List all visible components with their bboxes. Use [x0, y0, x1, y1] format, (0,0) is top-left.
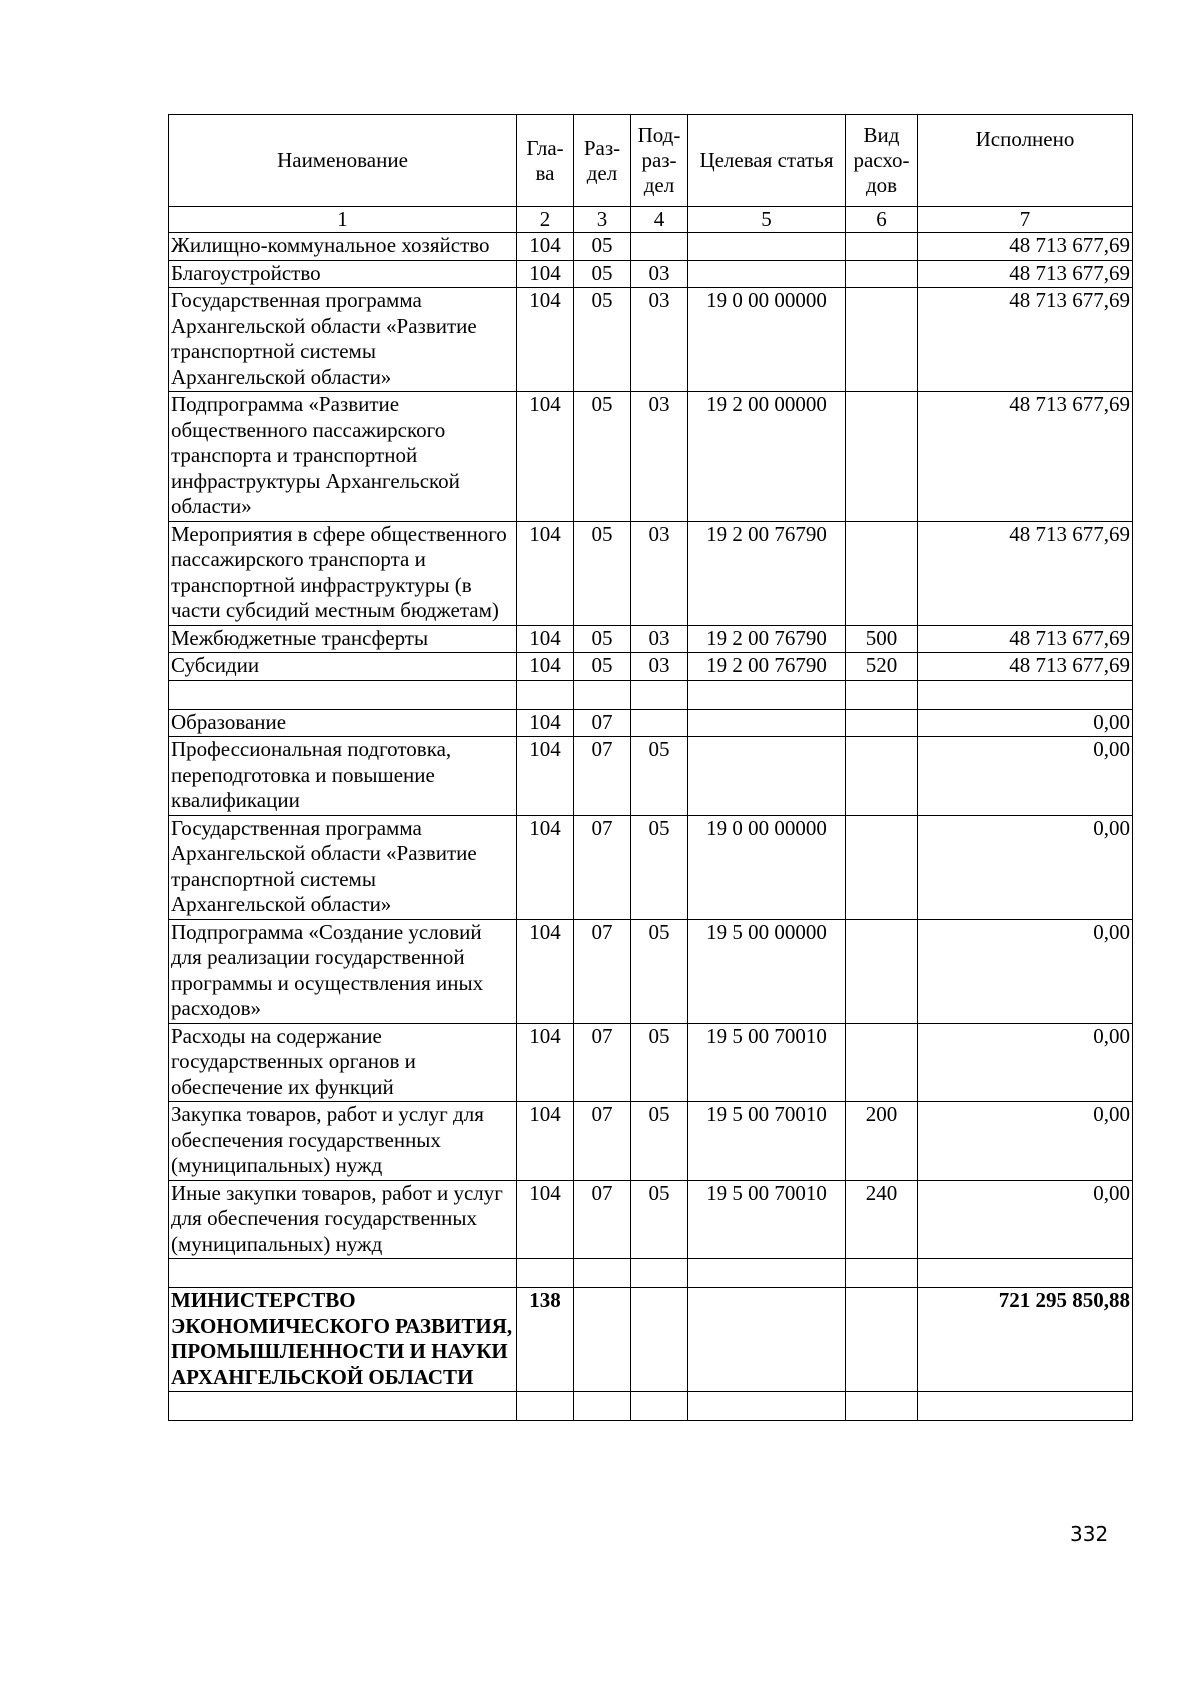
table-row: [169, 709, 1133, 737]
table-row: [169, 653, 1133, 681]
table-header: [169, 115, 1133, 233]
cell-section: 07: [574, 709, 631, 737]
cell-subsection: 05: [631, 815, 688, 919]
cell-expense-type: 200: [846, 1102, 918, 1181]
header-subsection: Под- раз- дел: [631, 115, 688, 207]
cell-subsection: 05: [631, 1180, 688, 1259]
cell-subsection: 05: [631, 737, 688, 816]
cell-name: Благоустройство: [169, 260, 517, 288]
cell-target: 19 5 00 70010: [688, 1102, 846, 1181]
cell-executed: 48 713 677,69: [918, 288, 1133, 392]
cell-expense-type: [846, 260, 918, 288]
cell-name: [169, 680, 517, 709]
cell-target: 19 2 00 00000: [688, 392, 846, 522]
cell-name: [169, 1392, 517, 1421]
cell-chapter: 104: [517, 260, 574, 288]
cell-executed: 0,00: [918, 919, 1133, 1023]
cell-subsection: 03: [631, 392, 688, 522]
cell-executed: 0,00: [918, 815, 1133, 919]
cell-subsection: 05: [631, 1102, 688, 1181]
cell-chapter: 104: [517, 1102, 574, 1181]
cell-expense-type: [846, 709, 918, 737]
page-number: 332: [1070, 1522, 1109, 1546]
cell-executed: 48 713 677,69: [918, 233, 1133, 261]
cell-chapter: [517, 680, 574, 709]
cell-name: Иные закупки товаров, работ и услуг для обеспечения государственных (муниципальных) нужд: [169, 1180, 517, 1259]
cell-subsection: 05: [631, 919, 688, 1023]
blank-row: [169, 1259, 1133, 1288]
cell-chapter: 104: [517, 653, 574, 681]
cell-chapter: 104: [517, 709, 574, 737]
cell-section: 05: [574, 392, 631, 522]
table-row: [169, 260, 1133, 288]
budget-table: [168, 114, 1133, 1421]
cell-executed: [918, 1392, 1133, 1421]
column-number: 3: [574, 207, 631, 233]
column-number: 2: [517, 207, 574, 233]
cell-chapter: 104: [517, 521, 574, 625]
cell-expense-type: [846, 392, 918, 522]
cell-expense-type: [846, 919, 918, 1023]
cell-target: 19 5 00 00000: [688, 919, 846, 1023]
cell-section: 05: [574, 625, 631, 653]
cell-target: [688, 233, 846, 261]
cell-chapter: [517, 1259, 574, 1288]
cell-executed: 48 713 677,69: [918, 392, 1133, 522]
cell-target: [688, 260, 846, 288]
cell-executed: [918, 680, 1133, 709]
cell-section: [574, 680, 631, 709]
column-number: 5: [688, 207, 846, 233]
cell-chapter: 104: [517, 392, 574, 522]
cell-chapter: [517, 1392, 574, 1421]
table-body: [169, 233, 1133, 1421]
cell-subsection: [631, 709, 688, 737]
cell-chapter: 104: [517, 625, 574, 653]
cell-target: [688, 1259, 846, 1288]
cell-chapter: 104: [517, 1180, 574, 1259]
cell-target: 19 2 00 76790: [688, 521, 846, 625]
cell-subsection: [631, 233, 688, 261]
table-row: [169, 625, 1133, 653]
cell-name: Государственная программа Архангельской области «Развитие транспортной системы Архангельской области»: [169, 815, 517, 919]
cell-section: 05: [574, 653, 631, 681]
cell-target: 19 5 00 70010: [688, 1180, 846, 1259]
cell-name: Профессиональная подготовка, переподготовка и повышение квалификации: [169, 737, 517, 816]
cell-subsection: [631, 1392, 688, 1421]
column-number: 7: [918, 207, 1133, 233]
cell-name: Подпрограмма «Создание условий для реализации государственной программы и осуществления иных расходов»: [169, 919, 517, 1023]
header-chapter: Гла- ва: [517, 115, 574, 207]
cell-section: 05: [574, 260, 631, 288]
table-row: [169, 288, 1133, 392]
header-expense-type: Вид расхо- дов: [846, 115, 918, 207]
cell-subsection: 03: [631, 260, 688, 288]
column-number: 4: [631, 207, 688, 233]
cell-subsection: [631, 1259, 688, 1288]
cell-executed: 0,00: [918, 1180, 1133, 1259]
cell-name: Мероприятия в сфере общественного пассажирского транспорта и транспортной инфраструктуры (в части субсидий местным бюджетам): [169, 521, 517, 625]
table-row: [169, 1180, 1133, 1259]
cell-target: 19 0 00 00000: [688, 815, 846, 919]
cell-executed: 48 713 677,69: [918, 521, 1133, 625]
cell-subsection: 03: [631, 625, 688, 653]
cell-target: [688, 1288, 846, 1392]
cell-target: 19 2 00 76790: [688, 625, 846, 653]
cell-name: МИНИСТЕРСТВО ЭКОНОМИЧЕСКОГО РАЗВИТИЯ, ПРОМЫШЛЕННОСТИ И НАУКИ АРХАНГЕЛЬСКОЙ ОБЛАСТИ: [169, 1288, 517, 1392]
cell-expense-type: [846, 737, 918, 816]
cell-section: 07: [574, 815, 631, 919]
cell-name: Подпрограмма «Развитие общественного пассажирского транспорта и транспортной инфраструктуры Архангельской области»: [169, 392, 517, 522]
cell-subsection: 03: [631, 288, 688, 392]
cell-executed: 48 713 677,69: [918, 625, 1133, 653]
cell-expense-type: [846, 1288, 918, 1392]
column-numbers-row: [169, 207, 1133, 233]
cell-subsection: 03: [631, 521, 688, 625]
table-row: [169, 521, 1133, 625]
cell-executed: 0,00: [918, 709, 1133, 737]
blank-row: [169, 680, 1133, 709]
cell-executed: 0,00: [918, 1102, 1133, 1181]
cell-section: 07: [574, 1023, 631, 1102]
cell-name: Жилищно-коммунальное хозяйство: [169, 233, 517, 261]
cell-target: 19 5 00 70010: [688, 1023, 846, 1102]
header-section: Раз- дел: [574, 115, 631, 207]
table-row: [169, 1288, 1133, 1392]
table-row: [169, 1023, 1133, 1102]
cell-chapter: 104: [517, 815, 574, 919]
table-row: [169, 233, 1133, 261]
cell-executed: 721 295 850,88: [918, 1288, 1133, 1392]
column-number: 1: [169, 207, 517, 233]
column-number: 6: [846, 207, 918, 233]
cell-chapter: 104: [517, 288, 574, 392]
cell-section: 07: [574, 919, 631, 1023]
cell-chapter: 138: [517, 1288, 574, 1392]
table-row: [169, 815, 1133, 919]
cell-section: 07: [574, 737, 631, 816]
cell-executed: 0,00: [918, 737, 1133, 816]
cell-name: Расходы на содержание государственных органов и обеспечение их функций: [169, 1023, 517, 1102]
blank-row: [169, 1392, 1133, 1421]
cell-subsection: [631, 1288, 688, 1392]
cell-executed: 48 713 677,69: [918, 260, 1133, 288]
cell-expense-type: [846, 288, 918, 392]
cell-chapter: 104: [517, 1023, 574, 1102]
cell-executed: 48 713 677,69: [918, 653, 1133, 681]
cell-section: 05: [574, 288, 631, 392]
cell-expense-type: 240: [846, 1180, 918, 1259]
cell-section: 07: [574, 1102, 631, 1181]
cell-section: 05: [574, 521, 631, 625]
cell-name: Закупка товаров, работ и услуг для обеспечения государственных (муниципальных) нужд: [169, 1102, 517, 1181]
cell-target: [688, 737, 846, 816]
cell-executed: 0,00: [918, 1023, 1133, 1102]
cell-name: Образование: [169, 709, 517, 737]
cell-expense-type: [846, 1023, 918, 1102]
cell-target: [688, 1392, 846, 1421]
table-row: [169, 737, 1133, 816]
cell-section: [574, 1288, 631, 1392]
cell-target: [688, 709, 846, 737]
cell-name: Субсидии: [169, 653, 517, 681]
cell-section: 07: [574, 1180, 631, 1259]
cell-section: 05: [574, 233, 631, 261]
table-row: [169, 919, 1133, 1023]
table-row: [169, 1102, 1133, 1181]
header-executed: Исполнено: [918, 115, 1133, 207]
cell-expense-type: [846, 680, 918, 709]
cell-chapter: 104: [517, 919, 574, 1023]
cell-expense-type: [846, 1392, 918, 1421]
cell-subsection: [631, 680, 688, 709]
cell-target: [688, 680, 846, 709]
cell-expense-type: [846, 521, 918, 625]
cell-name: Государственная программа Архангельской области «Развитие транспортной системы Архангельской области»: [169, 288, 517, 392]
table-row: [169, 392, 1133, 522]
cell-section: [574, 1392, 631, 1421]
cell-expense-type: [846, 815, 918, 919]
cell-chapter: 104: [517, 233, 574, 261]
cell-expense-type: [846, 1259, 918, 1288]
cell-name: Межбюджетные трансферты: [169, 625, 517, 653]
cell-executed: [918, 1259, 1133, 1288]
cell-target: 19 2 00 76790: [688, 653, 846, 681]
cell-target: 19 0 00 00000: [688, 288, 846, 392]
cell-section: [574, 1259, 631, 1288]
cell-chapter: 104: [517, 737, 574, 816]
header-name: Наименование: [169, 115, 517, 207]
cell-expense-type: 520: [846, 653, 918, 681]
cell-subsection: 05: [631, 1023, 688, 1102]
cell-expense-type: 500: [846, 625, 918, 653]
cell-name: [169, 1259, 517, 1288]
header-target: Целевая статья: [688, 115, 846, 207]
cell-subsection: 03: [631, 653, 688, 681]
cell-expense-type: [846, 233, 918, 261]
